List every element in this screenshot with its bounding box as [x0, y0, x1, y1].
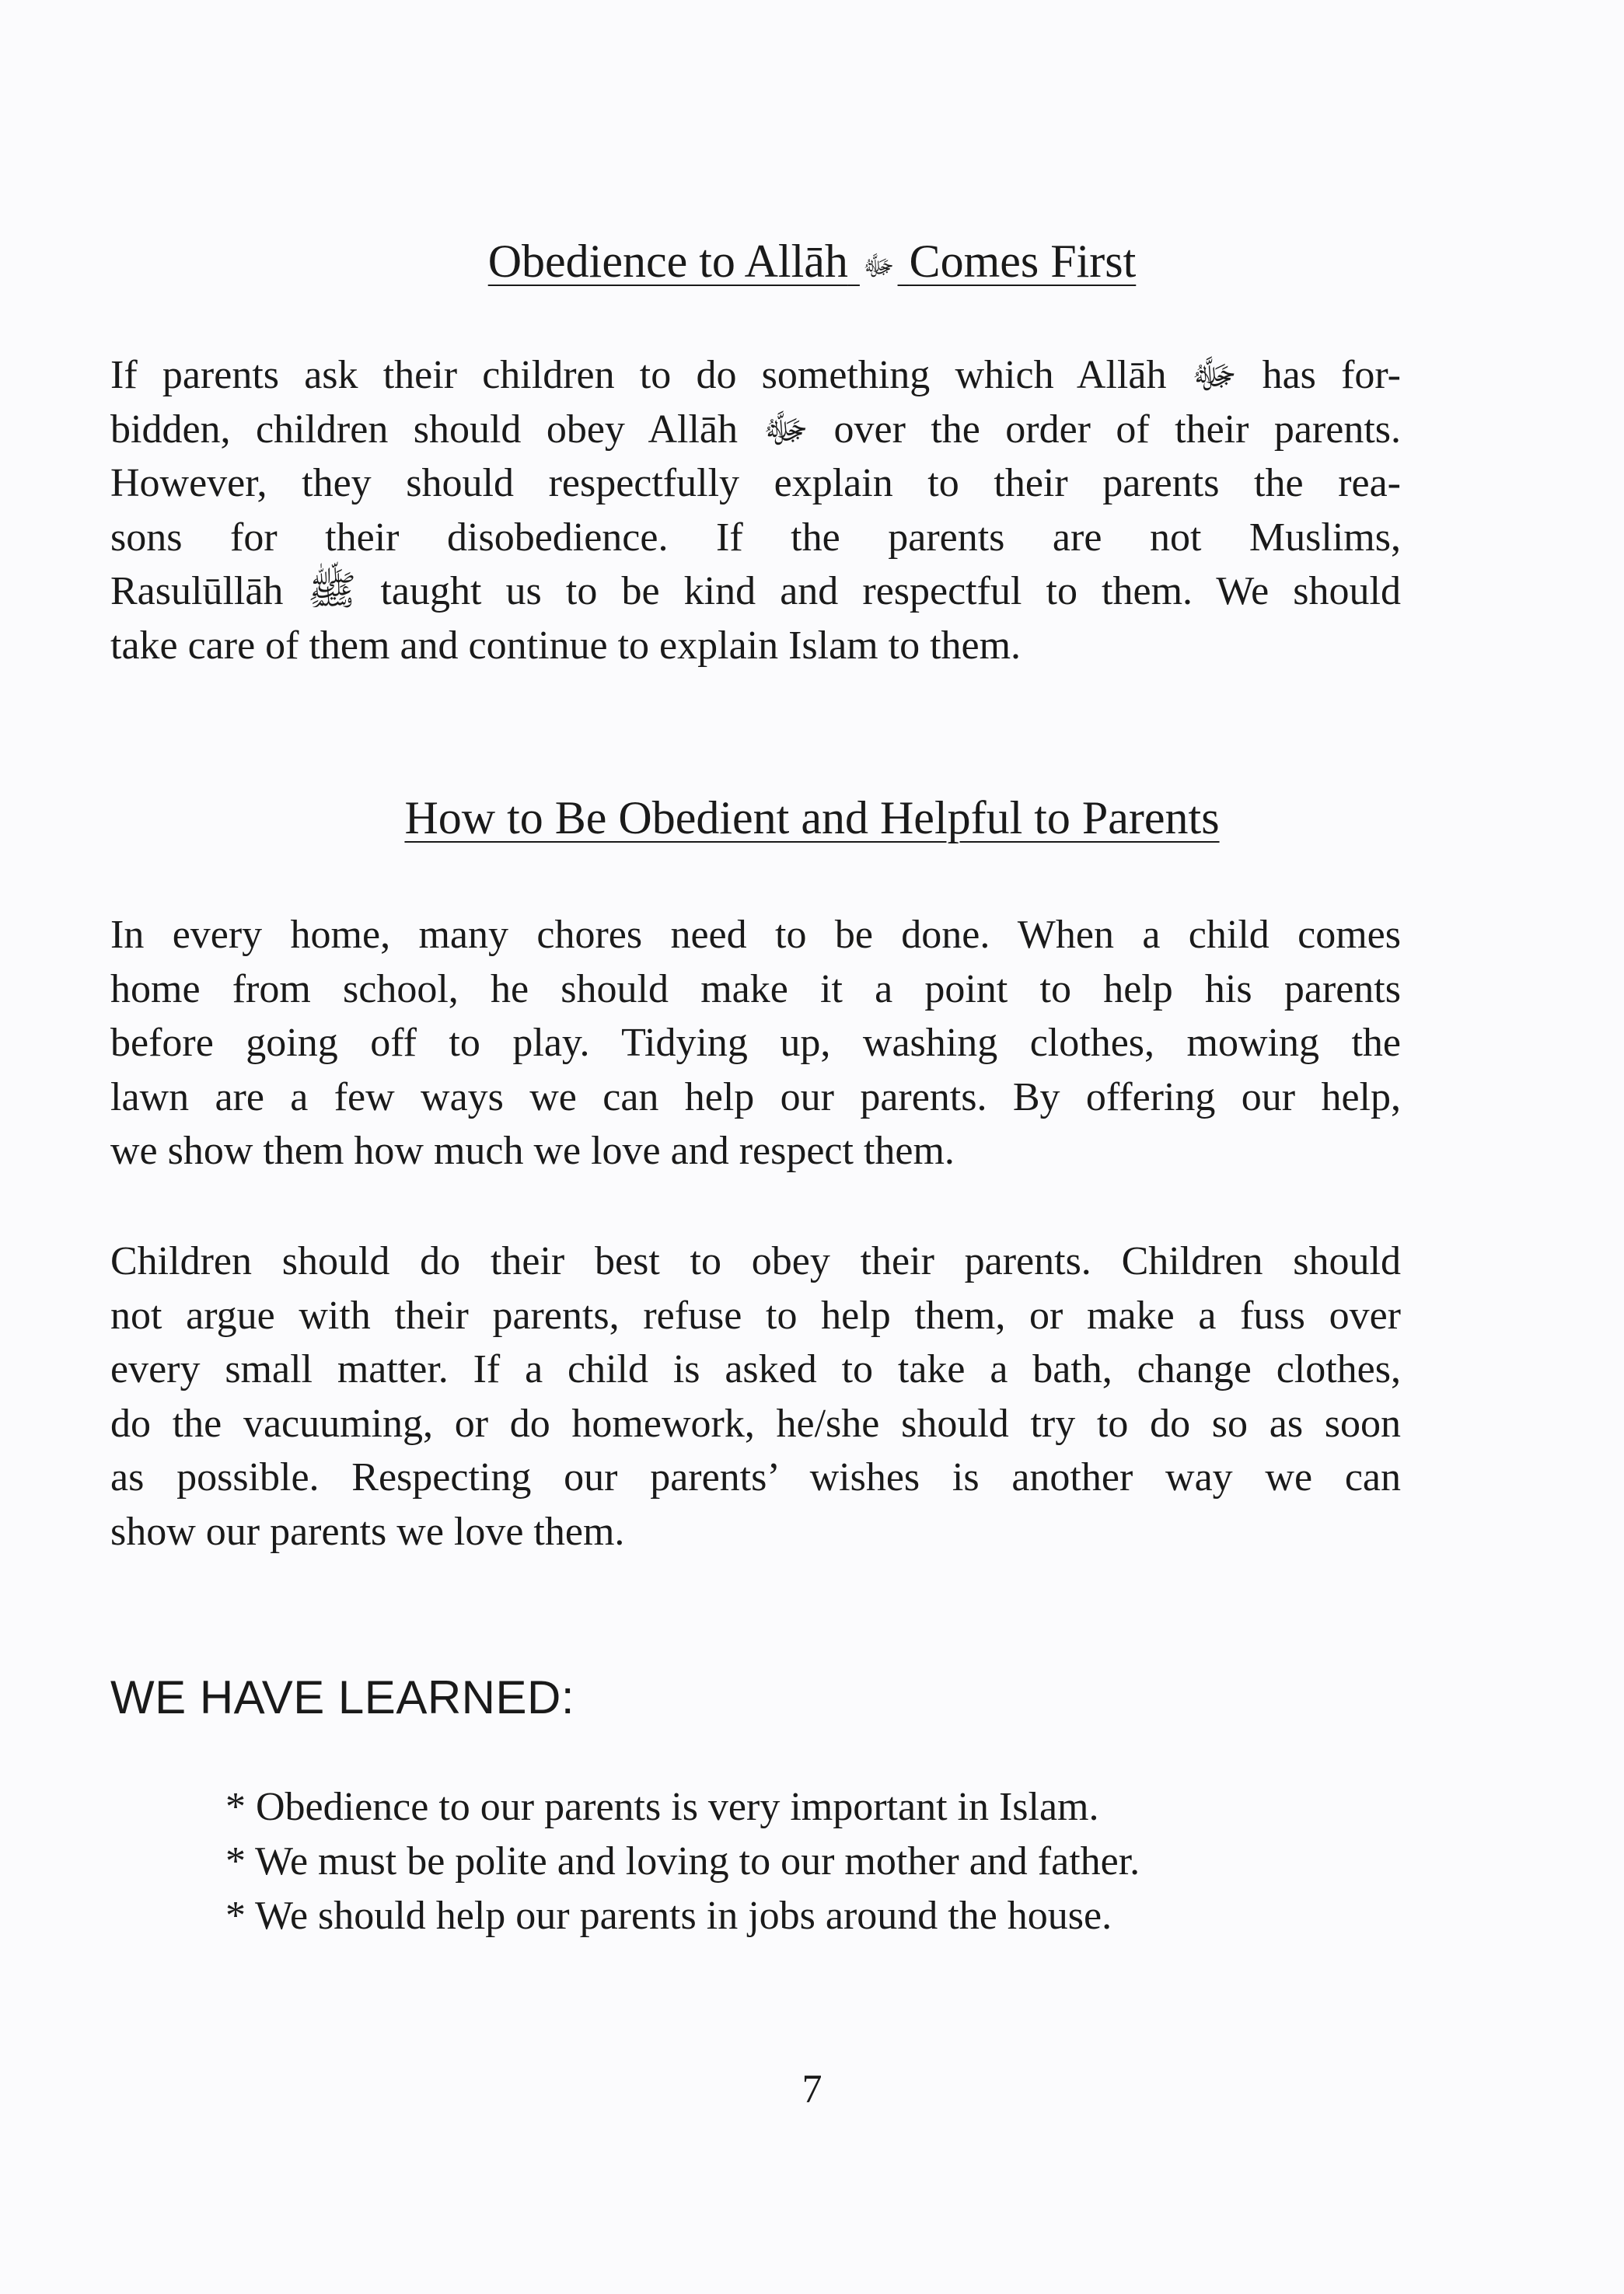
paragraph-line: lawn are a few ways we can help our parents. By offering our help,	[110, 1074, 1401, 1119]
paragraph-obey-parents	[110, 1234, 1401, 1559]
honorific-glyph: ﷻ	[862, 250, 895, 281]
paragraph-line: show our parents we love them.	[110, 1509, 625, 1554]
paragraph-line: Rasulūllāh ﷺ taught us to be kind and respectful to them. We should	[110, 569, 1401, 613]
learned-item: * Obedience to our parents is very important in Islam.	[225, 1785, 1099, 1829]
paragraph-line: sons for their disobedience. If the parents are not Muslims,	[110, 515, 1401, 560]
paragraph-line: before going off to play. Tidying up, washing clothes, mowing the	[110, 1021, 1401, 1065]
paragraph-chores	[110, 908, 1401, 1178]
paragraph-line: as possible. Respecting our parents’ wishes is another way we can	[110, 1455, 1401, 1500]
paragraph-line: Children should do their best to obey their parents. Children should	[110, 1239, 1401, 1283]
section-heading-obedience-to-allah	[0, 233, 1624, 289]
paragraph-line: we show them how much we love and respect them.	[110, 1129, 955, 1173]
paragraph-line: If parents ask their children to do something which Allāh ﷻ has for-	[110, 353, 1401, 397]
learned-item: * We should help our parents in jobs around the house.	[225, 1894, 1112, 1938]
paragraph-line: However, they should respectfully explain to their parents the rea-	[110, 461, 1401, 505]
heading-text: How to Be Obedient and Helpful to Parents	[404, 792, 1220, 843]
heading-text-end: Comes First	[909, 236, 1137, 287]
paragraph-line: do the vacuuming, or do homework, he/she should try to do so as soon	[110, 1401, 1401, 1446]
paragraph-line: take care of them and continue to explain Islam to them.	[110, 623, 1022, 668]
section-heading-obedient-helpful	[0, 790, 1624, 846]
paragraph-obedience-to-allah	[110, 348, 1401, 672]
page-number: 7	[802, 2067, 822, 2111]
we-have-learned-heading: WE HAVE LEARNED:	[110, 1671, 575, 1723]
paragraph-line: every small matter. If a child is asked to take a bath, change clothes,	[110, 1347, 1401, 1391]
paragraph-line: home from school, he should make it a point to help his parents	[110, 966, 1401, 1011]
heading-text-start: Obedience to Allāh	[487, 236, 848, 287]
learned-list	[225, 1780, 1140, 1943]
paragraph-line: bidden, children should obey Allāh ﷻ over the order of their parents.	[110, 407, 1402, 452]
paragraph-line: In every home, many chores need to be done. When a child comes	[110, 913, 1401, 957]
learned-item: * We must be polite and loving to our mother and father.	[225, 1839, 1140, 1884]
paragraph-line: not argue with their parents, refuse to help them, or make a fuss over	[110, 1293, 1401, 1338]
